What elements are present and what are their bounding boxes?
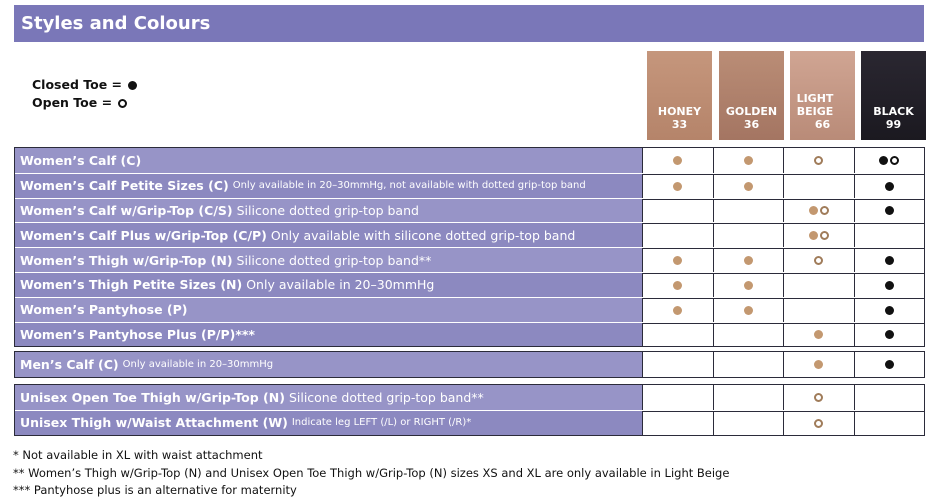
toe-legend <box>32 76 137 112</box>
footnote: ** Women’s Thigh w/Grip-Top (N) and Unisex Open Toe Thigh w/Grip-Top (N) sizes XS and XL are only available in Light Beige <box>13 465 730 480</box>
availability-cell-light-beige <box>783 273 853 297</box>
style-note: Silicone dotted grip-top band** <box>288 389 484 405</box>
availability-cell-light-beige <box>783 148 853 173</box>
open-toe-icon <box>814 156 823 165</box>
closed-toe-icon <box>885 206 894 215</box>
availability-cell-honey <box>642 174 712 198</box>
color-name: GOLDEN <box>725 105 778 118</box>
availability-cell-black <box>854 298 924 322</box>
page-title: Styles and Colours <box>14 5 924 42</box>
table-row <box>15 297 924 322</box>
legend-open-toe <box>32 94 137 112</box>
table-row <box>15 198 924 223</box>
availability-cell-honey <box>642 248 712 272</box>
color-name: LIGHT BEIGE <box>796 92 834 118</box>
style-name: Unisex Open Toe Thigh w/Grip-Top (N) <box>20 389 285 405</box>
color-code: 99 <box>885 118 902 131</box>
open-toe-icon <box>118 99 127 108</box>
availability-cell-golden <box>713 174 783 198</box>
closed-toe-icon <box>744 182 753 191</box>
availability-cell-honey <box>642 199 712 223</box>
style-note: Only available with silicone dotted grip-top band <box>270 227 576 243</box>
table-row <box>15 322 924 347</box>
open-toe-icon <box>890 156 899 165</box>
style-note: Silicone dotted grip-top band <box>236 202 419 218</box>
table-row <box>15 247 924 272</box>
style-name: Women’s Calf Plus w/Grip-Top (C/P) <box>20 227 267 243</box>
availability-cell-light-beige <box>783 248 853 272</box>
availability-cell-black <box>854 385 924 410</box>
table-row <box>15 352 924 377</box>
closed-toe-icon <box>809 206 818 215</box>
closed-toe-icon <box>744 306 753 315</box>
style-name: Men’s Calf (C) <box>20 356 119 372</box>
availability-cell-black <box>854 223 924 247</box>
color-swatch-honey <box>647 51 712 140</box>
availability-cell-honey <box>642 352 712 377</box>
availability-cell-black <box>854 352 924 377</box>
availability-cell-black <box>854 148 924 173</box>
closed-toe-icon <box>673 306 682 315</box>
style-name: Women’s Calf (C) <box>20 152 142 168</box>
availability-cell-light-beige <box>783 223 853 247</box>
closed-toe-icon <box>809 231 818 240</box>
style-note: Only available in 20–30mmHg <box>246 277 435 293</box>
style-label-cell <box>15 148 642 173</box>
availability-cell-light-beige <box>783 298 853 322</box>
style-label-cell <box>15 223 642 247</box>
table-row <box>15 173 924 198</box>
style-name: Women’s Thigh Petite Sizes (N) <box>20 277 243 293</box>
open-toe-icon <box>814 419 823 428</box>
style-label-cell <box>15 273 642 297</box>
table-row <box>15 222 924 247</box>
availability-cell-honey <box>642 148 712 173</box>
availability-cell-black <box>854 273 924 297</box>
availability-cell-golden <box>713 273 783 297</box>
style-name: Women’s Pantyhose Plus (P/P)*** <box>20 326 255 342</box>
availability-cell-golden <box>713 223 783 247</box>
color-swatch-golden <box>719 51 784 140</box>
style-name: Unisex Thigh w/Waist Attachment (W) <box>20 415 288 431</box>
footnotes <box>13 447 729 500</box>
style-name: Women’s Calf Petite Sizes (C) <box>20 178 229 194</box>
availability-cell-honey <box>642 298 712 322</box>
color-swatch-light-beige <box>790 51 855 140</box>
closed-toe-icon <box>814 360 823 369</box>
color-code: 66 <box>814 118 831 131</box>
availability-cell-honey <box>642 273 712 297</box>
table-row <box>15 148 924 173</box>
style-name: Women’s Calf w/Grip-Top (C/S) <box>20 202 233 218</box>
availability-cell-light-beige <box>783 323 853 347</box>
availability-cell-honey <box>642 223 712 247</box>
availability-cell-honey <box>642 411 712 435</box>
availability-cell-light-beige <box>783 174 853 198</box>
open-toe-icon <box>820 206 829 215</box>
closed-toe-icon <box>879 156 888 165</box>
style-note: Indicate leg LEFT (/L) or RIGHT (/R)* <box>291 417 472 429</box>
open-toe-icon <box>814 256 823 265</box>
availability-cell-light-beige <box>783 411 853 435</box>
closed-toe-icon <box>673 281 682 290</box>
closed-toe-icon <box>885 281 894 290</box>
closed-toe-icon <box>744 281 753 290</box>
color-name: HONEY <box>657 105 702 118</box>
legend-open-label: Open Toe = <box>32 95 113 110</box>
style-note: Only available in 20–30mmHg <box>122 358 274 370</box>
style-note: Only available in 20–30mmHg, not available with dotted grip-top band <box>232 180 586 192</box>
legend-closed-toe <box>32 76 137 94</box>
footnote: *** Pantyhose plus is an alternative for maternity <box>13 483 297 497</box>
availability-cell-honey <box>642 385 712 410</box>
closed-toe-icon <box>885 330 894 339</box>
table-row <box>15 385 924 410</box>
closed-toe-icon <box>885 360 894 369</box>
closed-toe-icon <box>885 306 894 315</box>
closed-toe-icon <box>814 330 823 339</box>
availability-cell-golden <box>713 148 783 173</box>
closed-toe-icon <box>128 81 137 90</box>
color-swatch-black <box>861 51 926 140</box>
style-name: Women’s Thigh w/Grip-Top (N) <box>20 252 233 268</box>
availability-cell-black <box>854 174 924 198</box>
availability-cell-black <box>854 248 924 272</box>
color-code: 33 <box>671 118 688 131</box>
closed-toe-icon <box>673 182 682 191</box>
style-label-cell <box>15 199 642 223</box>
style-label-cell <box>15 248 642 272</box>
table-row <box>15 410 924 435</box>
style-label-cell <box>15 385 642 410</box>
style-name: Women’s Pantyhose (P) <box>20 302 188 318</box>
color-name: BLACK <box>873 105 914 118</box>
availability-cell-golden <box>713 385 783 410</box>
style-label-cell <box>15 174 642 198</box>
availability-cell-honey <box>642 323 712 347</box>
availability-cell-golden <box>713 298 783 322</box>
unisex-styles-table <box>14 384 925 436</box>
style-label-cell <box>15 352 642 377</box>
footnote: * Not available in XL with waist attachment <box>13 448 263 462</box>
availability-cell-light-beige <box>783 199 853 223</box>
availability-cell-black <box>854 199 924 223</box>
style-label-cell <box>15 323 642 347</box>
availability-cell-golden <box>713 248 783 272</box>
open-toe-icon <box>820 231 829 240</box>
closed-toe-icon <box>885 182 894 191</box>
closed-toe-icon <box>744 156 753 165</box>
availability-cell-golden <box>713 199 783 223</box>
mens-styles-table <box>14 351 925 378</box>
legend-closed-label: Closed Toe = <box>32 77 123 92</box>
availability-cell-black <box>854 323 924 347</box>
style-label-cell <box>15 411 642 435</box>
availability-cell-golden <box>713 352 783 377</box>
color-code: 36 <box>743 118 760 131</box>
womens-styles-table <box>14 147 925 347</box>
closed-toe-icon <box>744 256 753 265</box>
style-label-cell <box>15 298 642 322</box>
availability-cell-golden <box>713 411 783 435</box>
availability-cell-light-beige <box>783 385 853 410</box>
closed-toe-icon <box>673 156 682 165</box>
availability-cell-black <box>854 411 924 435</box>
open-toe-icon <box>814 393 823 402</box>
availability-cell-golden <box>713 323 783 347</box>
closed-toe-icon <box>673 256 682 265</box>
table-row <box>15 272 924 297</box>
availability-cell-light-beige <box>783 352 853 377</box>
closed-toe-icon <box>885 256 894 265</box>
style-note: Silicone dotted grip-top band** <box>236 252 432 268</box>
